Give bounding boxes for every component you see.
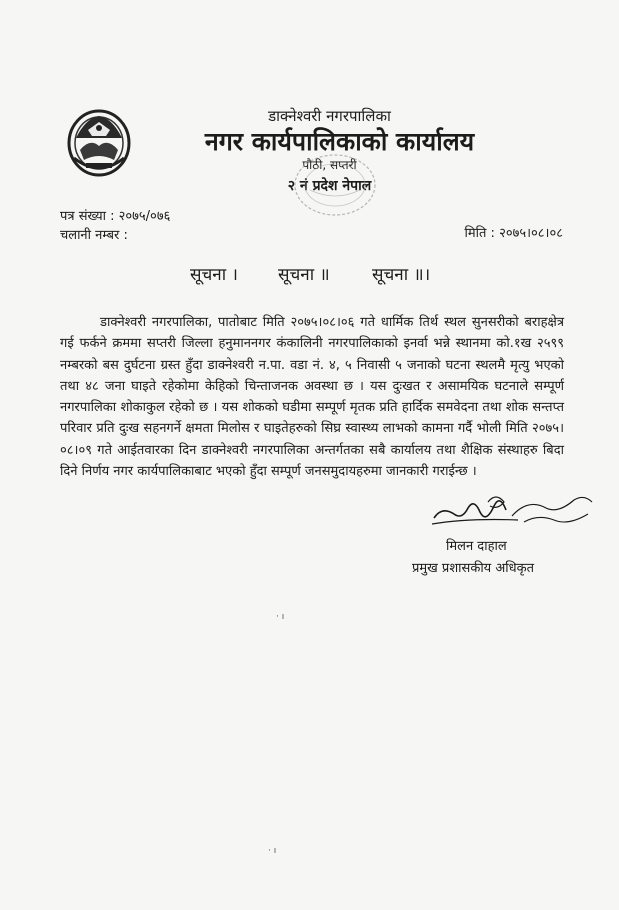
signatory-name: मिलन दाहाल: [446, 539, 507, 554]
office-title: नगर कार्यपालिकाको कार्यालय: [204, 127, 475, 156]
notice-heading-3: सूचना ॥।: [372, 265, 431, 285]
dispatch-number: चलानी नम्बर :: [60, 228, 128, 243]
municipality-name: डाक्नेश्वरी नगरपालिका: [268, 107, 391, 125]
notice-body: डाक्नेश्वरी नगरपालिका, पातोबाट मिति २०७५।०८।०६ गते धार्मिक तिर्थ स्थल सुनसरीको बराहक्षेत्र गई फर्कने क्रममा सप्तरी जिल्ला हनुमाननगर कंकालिनी नगरपालिकाको इनर्वा भन्ने स्थानमा को.१ख २५९९ नम्बरको बस दुर्घटना ग्रस्त हुँदा डाक्नेश्वरी न.पा. वडा नं. ४, ५ निवासी ५ जनाको घटना स्थलमै मृत्यु भएको तथा ४८ जना घाइते रहेकोमा केहिको चिन्ताजनक अवस्था छ । यस दुःखत र असामयिक घटनाले सम्पूर्ण नगरपालिका शोकाकुल रहेको छ । यस शोकको घडीमा सम्पूर्ण मृतक प्रति हार्दिक समवेदना तथा शोक सन्तप्त परिवार प्रति दुःख सहनगर्ने क्षमता मिलोस र घाइतेहरुको सिघ्र स्वास्थ्य लाभको कामना गर्दै भोली मिति २०७५।०८।०९ गते आईतवारका दिन डाक्नेश्वरी नगरपालिका अन्तर्गतका सबै कार्यालय तथा शैक्षिक संस्थाहरु बिदा दिने निर्णय नगर कार्यपालिकाबाट भएको हुँदा सम्पूर्ण जनसमुदायहरुमा जानकारी गराईन्छ ।: [60, 315, 564, 480]
notice-heading-1: सूचना ।: [190, 265, 238, 285]
notice-heading-2: सूचना ॥: [278, 265, 330, 285]
signatory-title: प्रमुख प्रशासकीय अधिकृत: [412, 561, 535, 576]
scan-speck: · ı: [276, 612, 285, 622]
scan-speck: · ı: [268, 846, 277, 856]
office-location: पौठी, सप्तरी: [302, 158, 357, 172]
office-stamp-icon: [290, 150, 380, 220]
letter-date: मिति : २०७५।०८।०८: [464, 226, 563, 241]
province-line: २ नं प्रदेश नेपाल: [287, 178, 372, 194]
signature-icon: [428, 488, 598, 538]
letter-number: पत्र संख्या : २०७५/०७६: [60, 209, 171, 224]
